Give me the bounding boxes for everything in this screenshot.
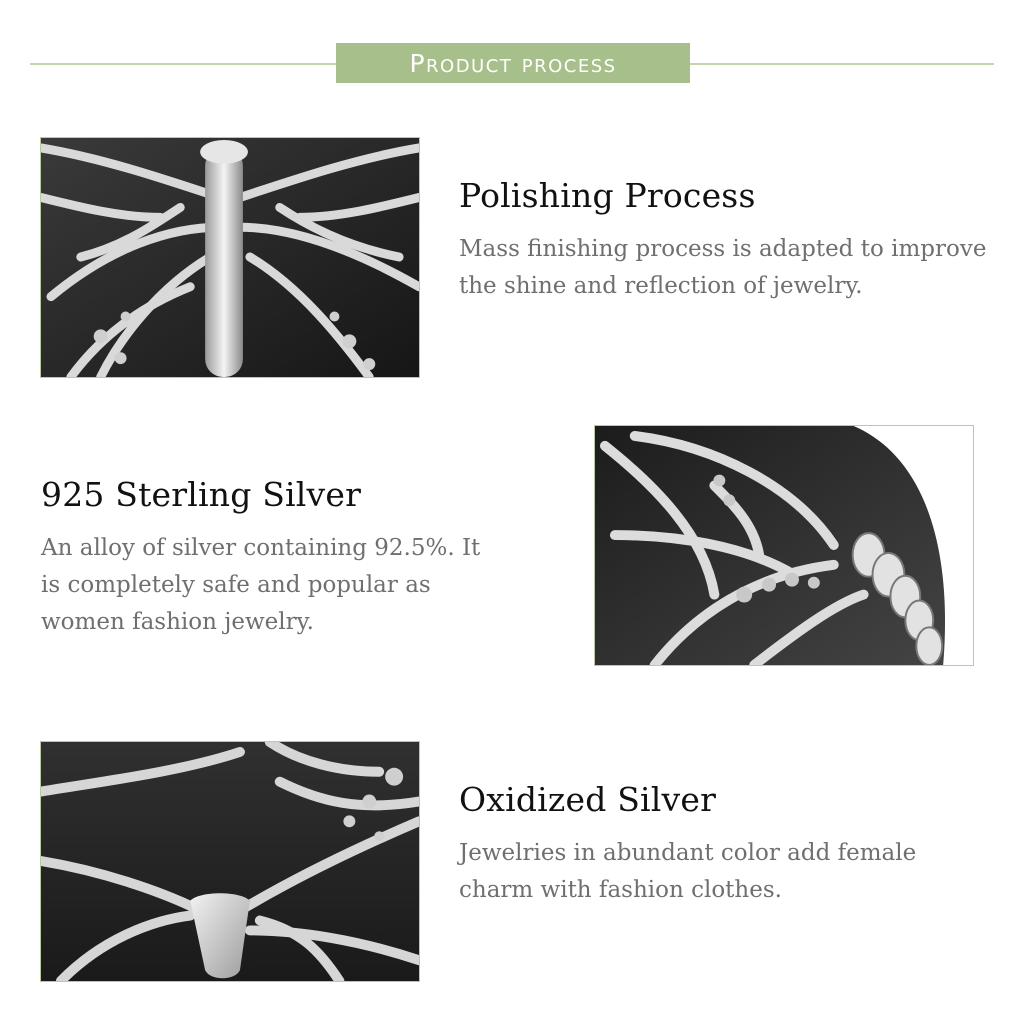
sterling-silver-photo xyxy=(594,425,974,666)
sterling-silver-title: 925 Sterling Silver xyxy=(41,475,362,514)
header-banner xyxy=(336,43,690,83)
description-line: is completely safe and popular as xyxy=(41,572,431,598)
oxidized-silver-section xyxy=(459,780,1019,909)
description-line: Jewelries in abundant color add female xyxy=(459,840,917,866)
polishing-section xyxy=(459,176,1019,305)
description-line: the shine and reflection of jewelry. xyxy=(459,273,863,299)
header-rule-left xyxy=(30,63,338,65)
description-line: charm with fashion clothes. xyxy=(459,877,782,903)
polishing-description xyxy=(459,231,1019,305)
oxidized-silver-photo xyxy=(40,741,420,982)
header-title: Product process xyxy=(409,48,617,78)
polishing-title: Polishing Process xyxy=(459,176,756,215)
header-rule-right xyxy=(688,63,994,65)
oxidized-silver-description xyxy=(459,835,1019,909)
description-line: women fashion jewelry. xyxy=(41,609,314,635)
sterling-silver-section xyxy=(41,475,561,641)
oxidized-silver-title: Oxidized Silver xyxy=(459,780,717,819)
description-line: An alloy of silver containing 92.5%. It xyxy=(41,535,481,561)
sterling-silver-description xyxy=(41,530,561,641)
polishing-photo xyxy=(40,137,420,378)
description-line: Mass finishing process is adapted to improve xyxy=(459,236,987,262)
